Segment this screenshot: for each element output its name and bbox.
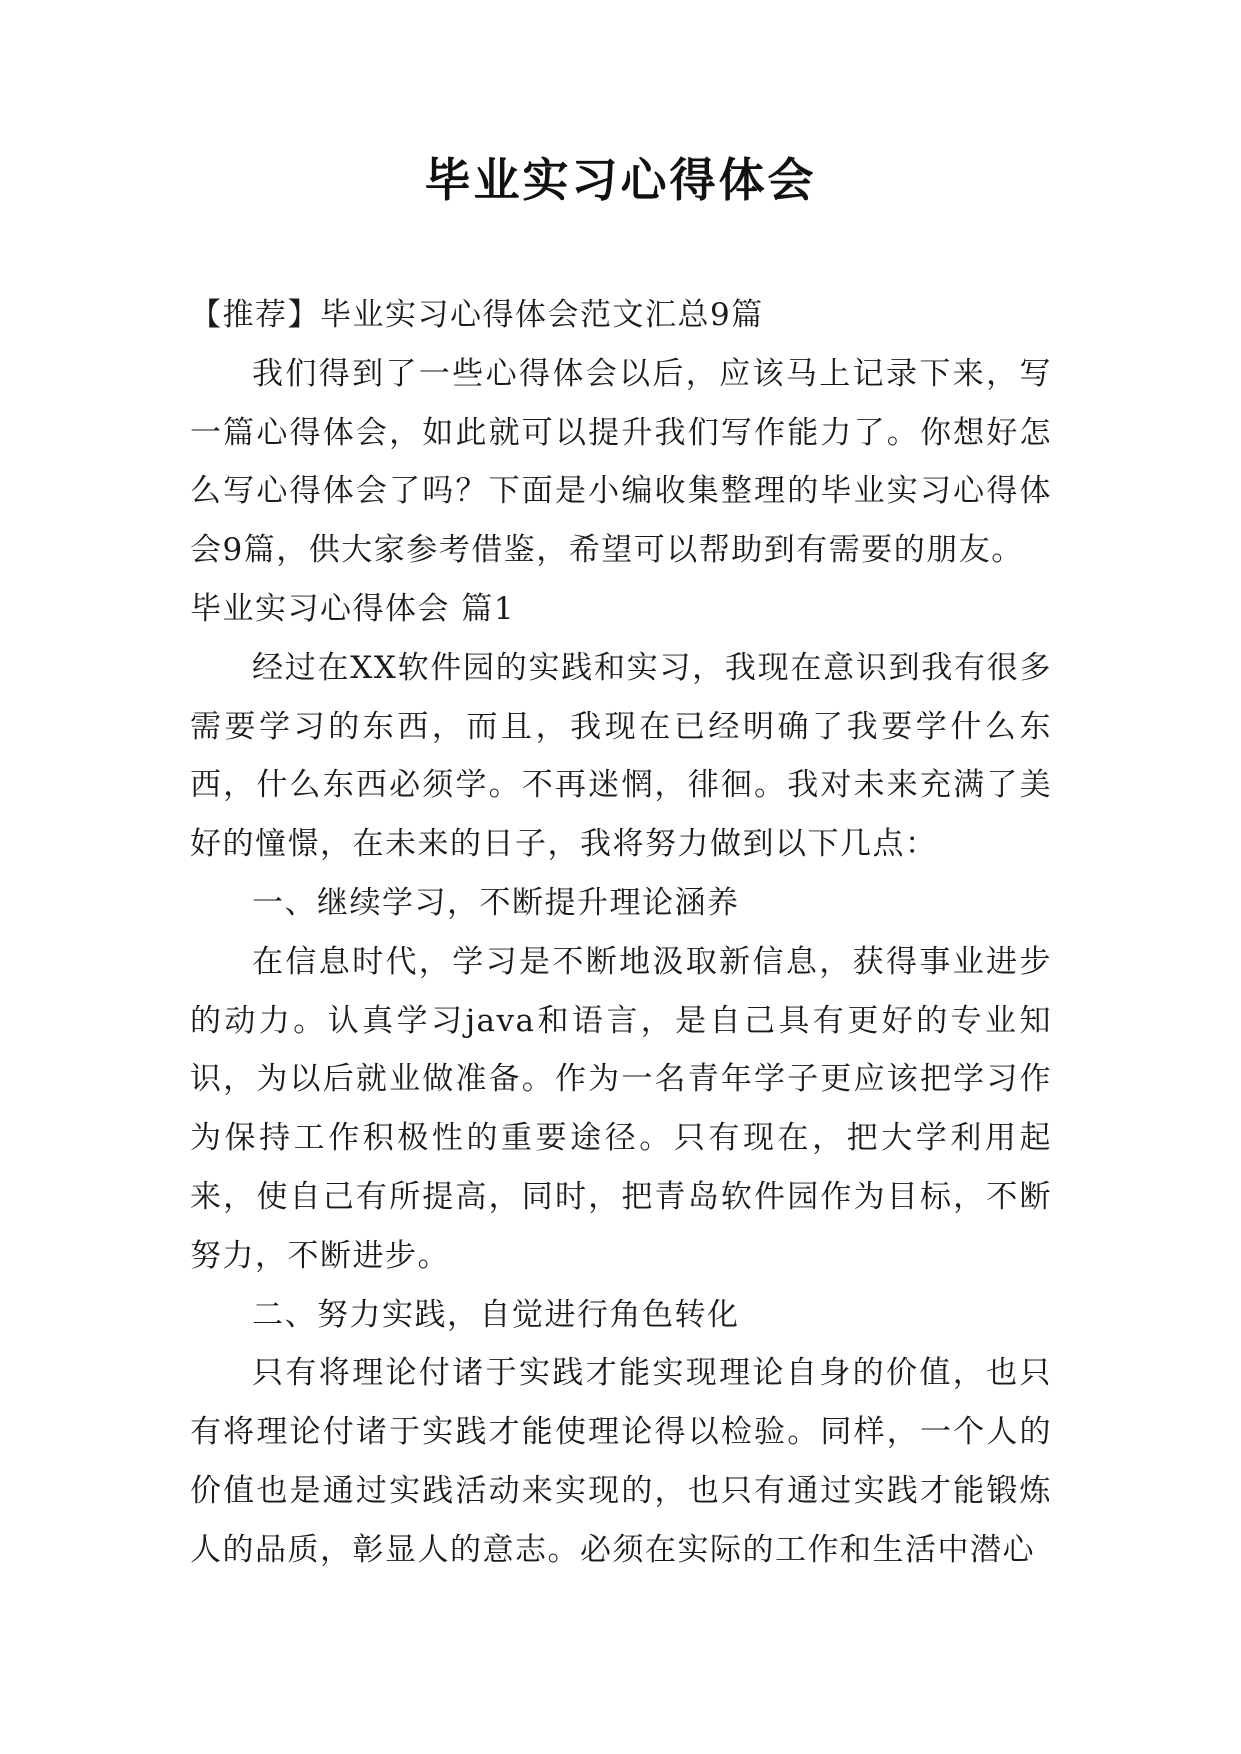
document-title: 毕业实习心得体会	[424, 153, 817, 207]
document-body	[190, 286, 1052, 1580]
paragraph: 【推荐】毕业实习心得体会范文汇总9篇	[190, 297, 764, 333]
paragraph: 只有将理论付诸于实践才能实现理论自身的价值，也只有将理论付诸于实践才能使理论得以检验。同样，一个人的价值也是通过实践活动来实现的，也只有通过实践才能锻炼人的品质，彰显人的意志。必须在实际的工作和生活中潜心	[190, 1355, 1052, 1568]
paragraph: 我们得到了一些心得体会以后，应该马上记录下来，写一篇心得体会，如此就可以提升我们写作能力了。你想好怎么写心得体会了吗？下面是小编收集整理的毕业实习心得体会9篇，供大家参考借鉴，希望可以帮助到有需要的朋友。	[190, 355, 1052, 569]
paragraph: 二、努力实践，自觉进行角色转化	[252, 1296, 740, 1333]
paragraph: 在信息时代，学习是不断地汲取新信息，获得事业进步的动力。认真学习java和语言，是自己具有更好的专业知识，为以后就业做准备。作为一名青年学子更应该把学习作为保持工作积极性的重要途径。只有现在，把大学利用起来，使自己有所提高，同时，把青岛软件园作为目标，不断努力，不断进步。	[190, 943, 1052, 1274]
paragraph: 一、继续学习，不断提升理论涵养	[252, 884, 740, 921]
paragraph: 经过在XX软件园的实践和实习，我现在意识到我有很多需要学习的东西，而且，我现在已经明确了我要学什么东西，什么东西必须学。不再迷惘，徘徊。我对未来充满了美好的憧憬，在未来的日子，我将努力做到以下几点：	[190, 649, 1052, 863]
paragraph: 毕业实习心得体会 篇1	[190, 590, 516, 627]
